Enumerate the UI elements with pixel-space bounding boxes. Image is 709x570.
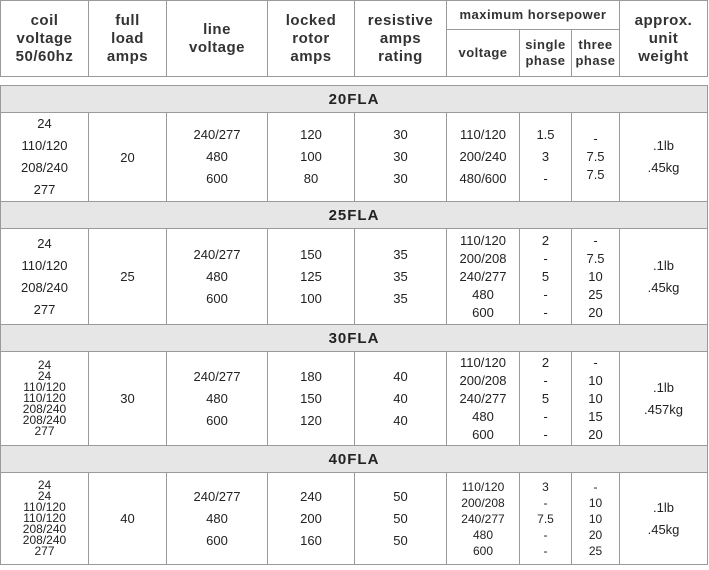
section-title-20fla: 20FLA (1, 86, 708, 113)
locked-rotor-cell: 150 125 100 (268, 229, 355, 325)
header-line-voltage: line voltage (167, 1, 268, 77)
header-hp-voltage: voltage (447, 30, 520, 77)
hp-voltage-cell: 110/120 200/208 240/277 480 600 (447, 229, 520, 325)
header-resistive-amps: resistive amps rating (355, 1, 447, 77)
three-phase-cell: - 10 10 15 20 (572, 352, 620, 446)
resistive-amps-cell: 30 30 30 (355, 113, 447, 202)
section-title-40fla: 40FLA (1, 446, 708, 473)
header-max-horsepower: maximum horsepower (447, 1, 620, 30)
fla-cell: 30 (89, 352, 167, 446)
coil-voltage-cell: 24 110/120 208/240 277 (1, 229, 89, 325)
single-phase-cell: 2 - 5 - - (520, 229, 572, 325)
three-phase-cell: - 10 10 20 25 (572, 473, 620, 565)
resistive-amps-cell: 40 40 40 (355, 352, 447, 446)
single-phase-cell: 2 - 5 - - (520, 352, 572, 446)
three-phase-cell: - 7.5 10 25 20 (572, 229, 620, 325)
header-full-load-amps: full load amps (89, 1, 167, 77)
line-voltage-cell: 240/277 480 600 (167, 113, 268, 202)
spacer (1, 77, 708, 86)
coil-voltage-cell: 24 110/120 208/240 277 (1, 113, 89, 202)
header-weight: approx. unit weight (620, 1, 708, 77)
three-phase-cell: - 7.5 7.5 (572, 113, 620, 202)
weight-cell: .1lb .45kg (620, 229, 708, 325)
header-three-phase: three phase (572, 30, 620, 77)
single-phase-cell: 3 - 7.5 - - (520, 473, 572, 565)
resistive-amps-cell: 35 35 35 (355, 229, 447, 325)
locked-rotor-cell: 120 100 80 (268, 113, 355, 202)
hp-voltage-cell: 110/120 200/208 240/277 480 600 (447, 473, 520, 565)
fla-cell: 20 (89, 113, 167, 202)
weight-cell: .1lb .457kg (620, 352, 708, 446)
section-title-30fla: 30FLA (1, 325, 708, 352)
header-single-phase: single phase (520, 30, 572, 77)
header-locked-rotor-amps: locked rotor amps (268, 1, 355, 77)
locked-rotor-cell: 240 200 160 (268, 473, 355, 565)
fla-cell: 25 (89, 229, 167, 325)
locked-rotor-cell: 180 150 120 (268, 352, 355, 446)
resistive-amps-cell: 50 50 50 (355, 473, 447, 565)
line-voltage-cell: 240/277 480 600 (167, 473, 268, 565)
weight-cell: .1lb .45kg (620, 113, 708, 202)
line-voltage-cell: 240/277 480 600 (167, 229, 268, 325)
section-title-25fla: 25FLA (1, 202, 708, 229)
coil-voltage-cell: 24 24 110/120 110/120 208/240 208/240 277 (1, 352, 89, 446)
single-phase-cell: 1.5 3 - (520, 113, 572, 202)
weight-cell: .1lb .45kg (620, 473, 708, 565)
hp-voltage-cell: 110/120 200/240 480/600 (447, 113, 520, 202)
hp-voltage-cell: 110/120 200/208 240/277 480 600 (447, 352, 520, 446)
coil-voltage-cell: 24 24 110/120 110/120 208/240 208/240 277 (1, 473, 89, 565)
fla-cell: 40 (89, 473, 167, 565)
line-voltage-cell: 240/277 480 600 (167, 352, 268, 446)
header-coil-voltage: coil voltage 50/60hz (1, 1, 89, 77)
